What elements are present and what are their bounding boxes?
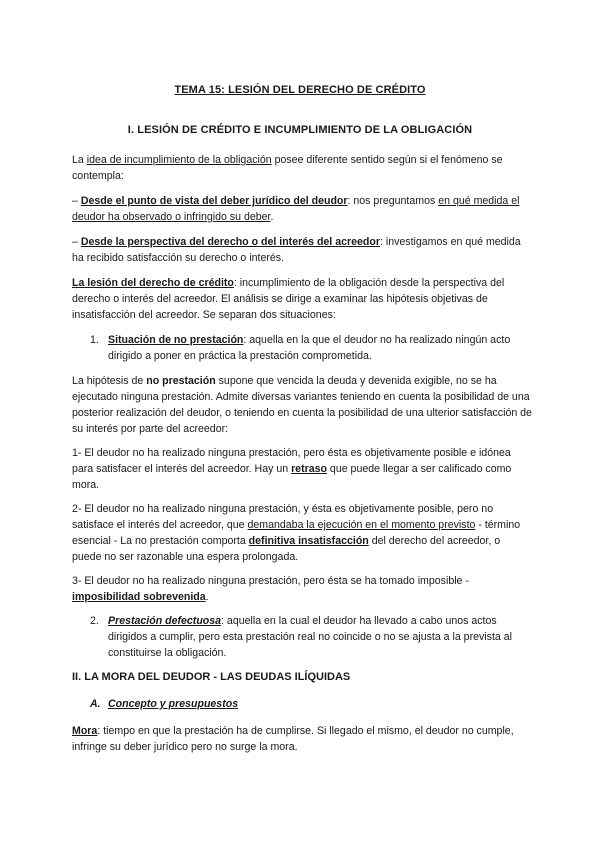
- case-3-bold: imposibilidad sobrevenida: [72, 591, 206, 603]
- mora-text: : tiempo en que la prestación ha de cumplirse. Si llegado el mismo, el deudor no cumple, infringe su deber jurídico pero no surge la mora.: [72, 725, 514, 753]
- section-2-heading: II. LA MORA DEL DEUDOR - LAS DEUDAS ILÍQUIDAS: [72, 671, 351, 683]
- intro-text-2: posee diferente sentido según si el fenómeno se contempla:: [72, 154, 503, 182]
- case-1-bold: retraso: [291, 463, 327, 475]
- case-2-text-3: del derecho del acreedor, o puede no ser razonable una espera prolongada.: [72, 535, 501, 563]
- mora-bold: Mora: [72, 725, 98, 737]
- case-1-paragraph: [72, 445, 532, 493]
- case-3-paragraph: [72, 573, 532, 605]
- bullet-deudor-underline: en qué medida el deudor ha observado o infringido su deber: [72, 195, 520, 223]
- bullet-acreedor-text: : investigamos en qué medida ha recibido satisfacción su derecho o interés.: [72, 236, 521, 264]
- hipotesis-text-2: supone que vencida la deuda y devenida exigible, no se ha ejecutado ninguna prestación. Admite diversas variantes teniendo en cuenta la posibilidad de una posterior realización del deudor, o teniendo en cuenta la posibilidad de una ulterior satisfacción de su interés por parte del acreedor:: [72, 375, 532, 435]
- bullet-deudor-bold: Desde el punto de vista del deber jurídico del deudor: [80, 195, 348, 207]
- case-3-text-2: .: [205, 591, 209, 603]
- hipotesis-paragraph: [72, 373, 532, 437]
- bullet-deudor-end: .: [270, 211, 274, 223]
- case-2-text-2: - término esencial - La no prestación comporta: [72, 519, 521, 547]
- item-prestacion-defectuosa: [108, 613, 532, 661]
- case-2-paragraph: [72, 501, 532, 565]
- item-2-bold: Prestación defectuosa: [108, 615, 222, 627]
- item-1-text: : aquella en la que el deudor no ha realizado ningún acto dirigido a poner en práctica la prestación comprometida.: [108, 334, 511, 362]
- bullet-deudor-text: : nos preguntamos: [347, 195, 439, 207]
- intro-underline: idea de incumplimiento de la obligación: [86, 154, 272, 166]
- item-1-bold: Situación de no prestación: [108, 334, 244, 346]
- page-title: TEMA 15: LESIÓN DEL DERECHO DE CRÉDITO: [174, 84, 426, 96]
- bullet-acreedor-bold: Desde la perspectiva del derecho o del interés del acreedor: [80, 236, 380, 248]
- lesion-text: : incumplimiento de la obligación desde la perspectiva del derecho o interés del acreedor. El análisis se dirige a examinar las hipótesis objetivas de insatisfacción del acreedor. Se separan dos situaciones:: [72, 277, 505, 321]
- bullet-deudor: [72, 193, 532, 225]
- hipotesis-bold: no prestación: [146, 375, 216, 387]
- subheading-concepto-label: Concepto y presupuestos: [108, 698, 239, 710]
- bullet-dash: –: [72, 236, 81, 248]
- case-3-text-1: 3- El deudor no ha realizado ninguna prestación, pero ésta se ha tomado imposible -: [72, 575, 469, 587]
- case-2-bold: definitiva insatisfacción: [248, 535, 369, 547]
- item-2-text: : aquella en la cual el deudor ha llevado a cabo unos actos dirigidos a cumplir, pero esta prestación real no coincide o no se ajusta a la prevista al constituirse la obligación.: [108, 615, 512, 659]
- case-2-underline: demandaba la ejecución en el momento previsto: [247, 519, 476, 531]
- subheading-concepto: [108, 696, 532, 712]
- item-no-prestacion: [108, 332, 532, 364]
- sub-letter-a: A.: [90, 698, 101, 710]
- list-number-2: 2.: [90, 615, 99, 627]
- bullet-acreedor: [72, 234, 532, 266]
- bullet-dash: –: [72, 195, 81, 207]
- lesion-bold: La lesión del derecho de crédito: [72, 277, 234, 289]
- lesion-paragraph: [72, 275, 532, 323]
- intro-paragraph: [72, 152, 532, 184]
- intro-text-1: La: [72, 154, 87, 166]
- case-1-text-2: que puede llegar a ser calificado como mora.: [72, 463, 512, 491]
- hipotesis-text-1: La hipótesis de: [72, 375, 147, 387]
- case-2-text-1: 2- El deudor no ha realizado ninguna prestación, y ésta es objetivamente posible, pero no satisface el interés del acreedor, que: [72, 503, 494, 531]
- mora-paragraph: [72, 723, 532, 755]
- section-1-heading: I. LESIÓN DE CRÉDITO E INCUMPLIMIENTO DE LA OBLIGACIÓN: [127, 124, 473, 136]
- list-number-1: 1.: [90, 334, 99, 346]
- case-1-text-1: 1- El deudor no ha realizado ninguna prestación, pero ésta es objetivamente posible e idónea para satisfacer el interés del acreedor. Hay un: [72, 447, 511, 475]
